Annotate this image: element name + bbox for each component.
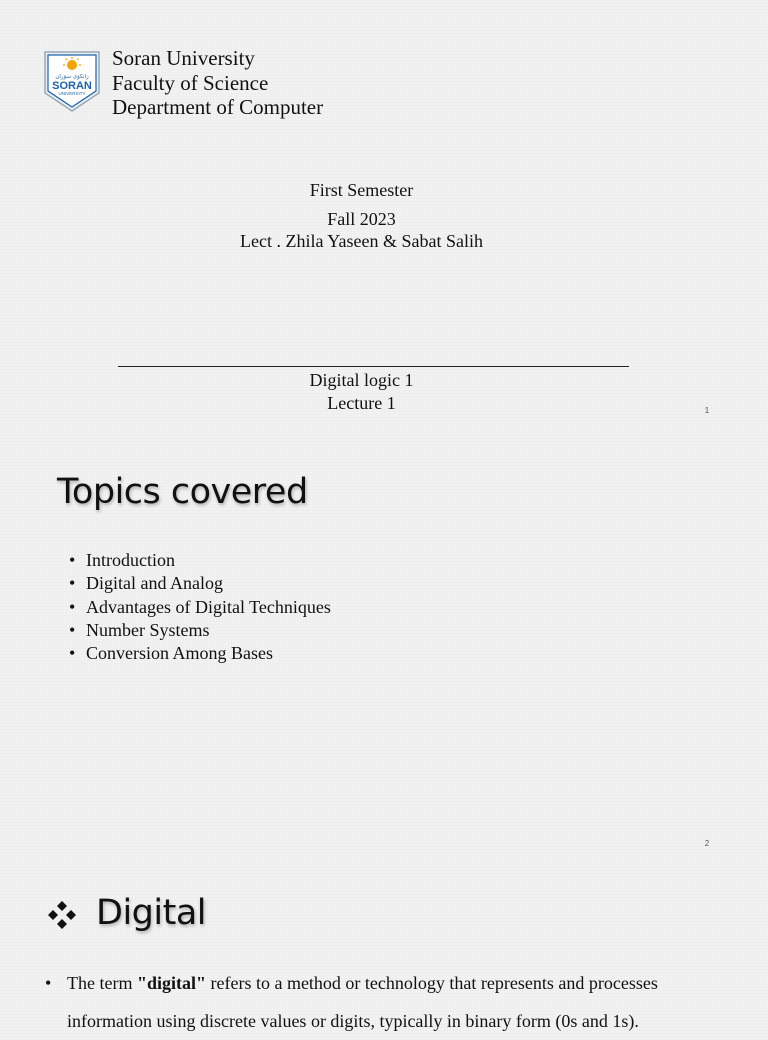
- university-name: Soran University: [112, 46, 255, 70]
- soran-university-logo: [43, 49, 101, 113]
- svg-text:زانكۆی سۆران: زانكۆی سۆران: [55, 74, 89, 80]
- paragraph-text: refers to a method or technology that represents and processes: [205, 973, 658, 993]
- course-title: Digital logic 1: [309, 370, 414, 390]
- bold-term: "digital": [136, 973, 206, 993]
- bullet-icon: •: [69, 619, 76, 640]
- four-diamond-bullet-icon: [46, 899, 78, 931]
- digital-slide: [0, 864, 768, 1031]
- svg-text:SORAN: SORAN: [52, 80, 92, 92]
- paragraph-line: [45, 964, 725, 1002]
- title-slide: [0, 0, 768, 432]
- divider-line: [118, 366, 629, 367]
- institution-block: [112, 46, 323, 120]
- topic-label: Advantages of Digital Techniques: [86, 596, 331, 617]
- topic-label: Introduction: [86, 550, 175, 570]
- paragraph-line: information using discrete values or digits, typically in binary form (0s and 1s).: [67, 1011, 639, 1031]
- bullet-icon: •: [69, 550, 76, 570]
- department-name: Department of Computer: [112, 95, 324, 119]
- term-label: Fall 2023: [327, 209, 396, 229]
- slide-heading: Topics covered: [57, 472, 308, 512]
- list-item: [69, 619, 331, 642]
- bullet-icon: •: [69, 573, 76, 594]
- list-item: [69, 572, 331, 595]
- topic-label: Conversion Among Bases: [86, 643, 273, 664]
- page-number: 1: [704, 406, 710, 415]
- definition-paragraph: [45, 964, 725, 1040]
- bullet-icon: •: [69, 596, 76, 617]
- lecture-number: Lecture 1: [327, 393, 396, 413]
- page-number: 2: [704, 839, 710, 848]
- bullet-icon: •: [45, 973, 52, 993]
- list-item: [69, 549, 331, 572]
- topic-label: Number Systems: [86, 619, 210, 640]
- semester-label: First Semester: [309, 180, 414, 200]
- slide-heading: Digital: [96, 893, 207, 933]
- topics-slide: [0, 432, 768, 864]
- list-item: [69, 642, 331, 665]
- bullet-icon: •: [69, 643, 76, 664]
- svg-text:UNIVERSITY: UNIVERSITY: [58, 91, 86, 96]
- list-item: [69, 596, 331, 619]
- lecturers-label: Lect . Zhila Yaseen & Sabat Salih: [240, 231, 483, 251]
- topics-list: [69, 549, 331, 665]
- topic-label: Digital and Analog: [86, 573, 223, 594]
- faculty-name: Faculty of Science: [112, 70, 269, 95]
- paragraph-text: The term: [67, 973, 137, 993]
